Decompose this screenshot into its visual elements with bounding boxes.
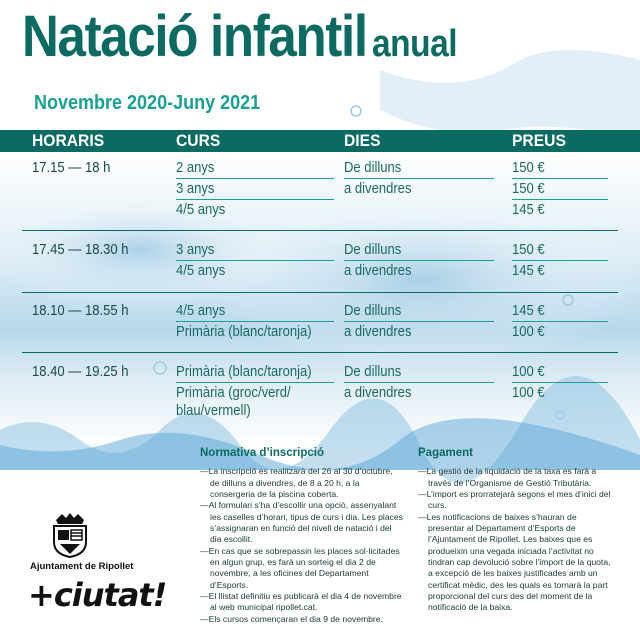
time-slot: 17.45 — 18.30 h <box>32 242 129 258</box>
price-underline <box>512 178 608 179</box>
days-label: De dilluns <box>344 160 402 176</box>
price-label: 150 € <box>512 181 545 197</box>
row-separator <box>22 230 618 231</box>
price-label: 145 € <box>512 202 545 218</box>
price-underline <box>512 260 608 261</box>
page-title <box>22 4 516 69</box>
normativa-title: Normativa d’inscripció <box>200 447 324 459</box>
days-underline <box>344 321 494 322</box>
price-underline <box>512 321 608 322</box>
header-dies: DIES <box>344 131 381 150</box>
price-label: 150 € <box>512 242 545 258</box>
days-label: a divendres <box>344 324 412 340</box>
pagament-item: —La gestió de la liquidació de la taxa es farà a través de l’Organisme de Gestió Tributària. <box>418 466 597 488</box>
days-label: De dilluns <box>344 303 402 319</box>
pagament-title: Pagament <box>418 447 473 459</box>
course-label: Primària (groc/verd/ <box>176 385 291 401</box>
course-label: 4/5 anys <box>176 303 226 319</box>
days-label: a divendres <box>344 263 412 279</box>
price-label: 145 € <box>512 303 545 319</box>
slogan-logo: +ciutat! <box>28 576 167 614</box>
normativa-item: —Els cursos començaran el dia 9 de novembre. <box>200 613 383 624</box>
pagament-item: —Les notificacions de baixes s’hauran de presentar al Departament d’Esports de l’Ajuntament de Ripollet. Les baixes que es produeixin una vegada iniciada l’activitat no tindran cap devolució sobre l’import de la quota, a excepció de les baixes justificades amb un certificat mèdic, des les quals es tornarà la part proporcional del curs des del moment de la notificació de la baixa. <box>418 511 611 613</box>
row-separator <box>22 292 618 293</box>
normativa-item: —El llistat definitiu es publicarà el dia 4 de novembre al web municipal ripollet.cat. <box>200 590 402 613</box>
price-label: 145 € <box>512 263 545 279</box>
days-label: De dilluns <box>344 364 402 380</box>
pagament-section <box>418 446 614 614</box>
course-label: 2 anys <box>176 160 215 176</box>
course-label: Primària (blanc/taronja) <box>176 324 312 340</box>
normativa-item: —La inscripció es realitzarà del 26 al 30 d’octubre, de dilluns a divendres, de 8 a 20 h, a la consergeria de la piscina coberta. <box>200 466 393 499</box>
normativa-section <box>200 446 404 625</box>
header-curs: CURS <box>176 131 221 150</box>
row-separator <box>22 352 618 353</box>
course-label: 3 anys <box>176 181 215 197</box>
coat-of-arms-icon <box>48 512 92 563</box>
time-slot: 17.15 — 18 h <box>32 160 111 176</box>
time-slot: 18.10 — 18.55 h <box>32 303 129 319</box>
price-label: 100 € <box>512 324 545 340</box>
days-label: a divendres <box>344 385 412 401</box>
course-underline <box>176 260 334 261</box>
price-underline <box>512 199 608 200</box>
page-subtitle: Novembre 2020-Juny 2021 <box>34 92 261 114</box>
days-label: a divendres <box>344 181 412 197</box>
normativa-item: —En cas que se sobrepassin les places sol·licitades en algun grup, es farà un sorteig el dia 2 de novembre, a les oficines del Departament d’Esports. <box>200 545 400 590</box>
ajuntament-label: Ajuntament de Ripollet <box>30 561 134 572</box>
course-underline <box>176 382 334 383</box>
days-underline <box>344 178 494 179</box>
course-underline <box>176 178 334 179</box>
course-label: 3 anys <box>176 242 215 258</box>
course-label: blau/vermell) <box>176 403 251 419</box>
price-underline <box>512 382 608 383</box>
course-label: 4/5 anys <box>176 263 226 279</box>
course-label: 4/5 anys <box>176 202 226 218</box>
course-underline <box>176 199 334 200</box>
days-underline <box>344 260 494 261</box>
course-underline <box>176 321 334 322</box>
header-preus: PREUS <box>512 131 566 150</box>
title-main: Natació infantil <box>22 4 367 69</box>
normativa-item: —Al formulari s’ha d’escollir una opció, assenyalant les caselles d’horari, tipus de curs i dia. Les places s’assignaran en funció del nivell de natació i del dia escollit. <box>200 500 403 545</box>
days-label: De dilluns <box>344 242 402 258</box>
price-label: 100 € <box>512 364 545 380</box>
title-small: anual <box>371 23 458 65</box>
price-label: 100 € <box>512 385 545 401</box>
price-label: 150 € <box>512 160 545 176</box>
course-label: Primària (blanc/taronja) <box>176 364 312 380</box>
header-horaris: HORARIS <box>32 131 105 150</box>
pagament-item: —L’import es prorratejarà segons el mes d’inici del curs. <box>418 488 611 511</box>
time-slot: 18.40 — 19.25 h <box>32 364 129 380</box>
days-underline <box>344 382 494 383</box>
